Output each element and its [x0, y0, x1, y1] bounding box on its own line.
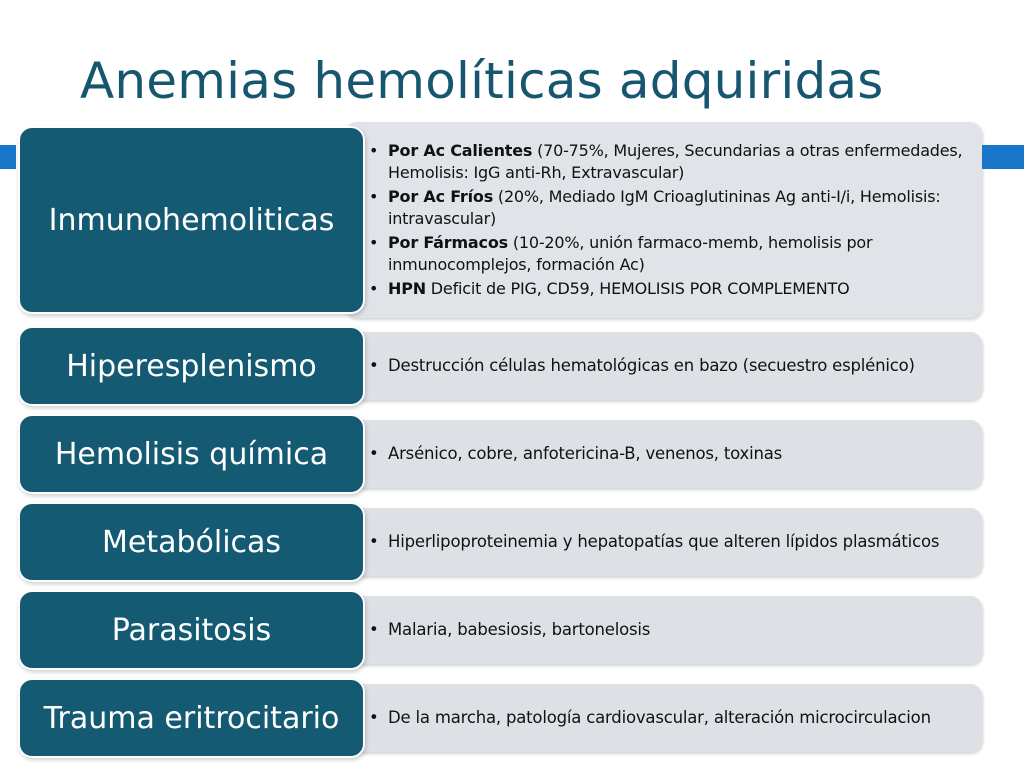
- bullet-text: (70-75%, Mujeres, Secundarias a otras enfermedades, Hemolisis: IgG anti-Rh, Extravascular): [388, 141, 963, 182]
- category-row: [0, 326, 1024, 406]
- bullet-bold: Por Fármacos: [388, 233, 508, 253]
- category-row: [0, 590, 1024, 670]
- bullet-text: Deficit de PIG, CD59, HEMOLISIS POR COMPLEMENTO: [425, 279, 850, 299]
- accent-bar-left: [0, 145, 16, 169]
- bullet-list: [365, 619, 650, 641]
- category-row: [0, 502, 1024, 582]
- bullet-text: Malaria, babesiosis, bartonelosis: [388, 620, 651, 639]
- bullet-item: [365, 707, 931, 729]
- category-row: [0, 678, 1024, 758]
- category-row: [0, 414, 1024, 494]
- category-description: [345, 332, 982, 400]
- bullet-bold: HPN: [388, 279, 426, 299]
- bullet-item: [365, 619, 650, 641]
- category-label: Parasitosis: [18, 590, 365, 670]
- bullet-list: [365, 531, 939, 553]
- category-description: [345, 684, 982, 752]
- bullet-text: (10-20%, unión farmaco-memb, hemolisis por inmunocomplejos, formación Ac): [388, 233, 873, 274]
- bullet-list: [365, 443, 782, 465]
- category-label: Metabólicas: [18, 502, 365, 582]
- category-label: Inmunohemoliticas: [18, 126, 365, 314]
- bullet-item: [365, 355, 915, 377]
- bullet-bold: Por Ac Calientes: [388, 141, 533, 161]
- bullet-text: Arsénico, cobre, anfotericina-B, venenos, toxinas: [388, 444, 783, 463]
- bullet-text: Hiperlipoproteinemia y hepatopatías que alteren lípidos plasmáticos: [388, 532, 940, 551]
- bullet-text: Destrucción células hematológicas en bazo (secuestro esplénico): [388, 356, 915, 375]
- bullet-item: [365, 186, 972, 229]
- category-label: Hiperesplenismo: [18, 326, 365, 406]
- bullet-item: [365, 232, 972, 275]
- bullet-bold: Por Ac Fríos: [388, 187, 494, 207]
- slide-title: Anemias hemolíticas adquiridas: [80, 52, 884, 110]
- bullet-item: [365, 531, 939, 553]
- category-description: [345, 596, 982, 664]
- bullet-item: [365, 278, 972, 300]
- bullet-item: [365, 140, 972, 183]
- bullet-list: [365, 140, 972, 300]
- bullet-item: [365, 443, 782, 465]
- category-description: [345, 420, 982, 488]
- category-label: Trauma eritrocitario: [18, 678, 365, 758]
- bullet-list: [365, 707, 931, 729]
- category-label: Hemolisis química: [18, 414, 365, 494]
- category-description: [345, 508, 982, 576]
- bullet-text: (20%, Mediado IgM Crioaglutininas Ag anti-I/i, Hemolisis: intravascular): [388, 187, 941, 228]
- category-row: [0, 122, 1024, 318]
- category-description: [345, 122, 982, 318]
- bullet-text: De la marcha, patología cardiovascular, alteración microcirculacion: [388, 708, 931, 727]
- bullet-list: [365, 355, 915, 377]
- accent-bar-right: [982, 145, 1024, 169]
